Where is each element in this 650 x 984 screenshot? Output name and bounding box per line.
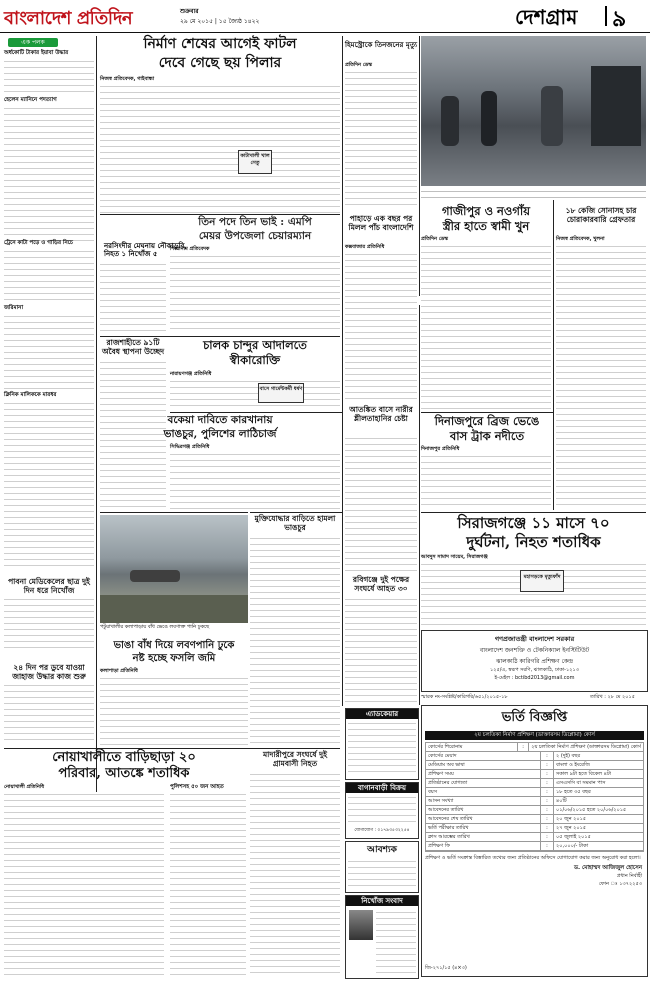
harass-headline: আতঙ্কিত বাসে নারীর শ্লীলতাহানির চেষ্টা bbox=[349, 405, 413, 423]
admission-row-colon: : bbox=[541, 761, 554, 769]
admission-row-colon: : bbox=[541, 824, 554, 832]
missing-ad-title: নিখোঁজ সংবাদ bbox=[346, 896, 418, 906]
noakhali-byline: নোয়াখালী প্রতিনিধি bbox=[4, 784, 45, 790]
admission-row-colon: : bbox=[541, 833, 554, 841]
dinajpur-headline-1: দিনাজপুরে ব্রিজ ভেঙে bbox=[434, 414, 540, 428]
street-photo-caption bbox=[421, 189, 646, 201]
briefs-tag-label: এক পলক bbox=[21, 39, 45, 46]
brief-headline: ২৪ দিন পর ডুবে যাওয়া জাহাজ উদ্ধার কাজ শুরু bbox=[12, 663, 86, 681]
madaripur-headline: মাদারীপুরে সংঘর্ষে দুই গ্রামবাসী নিহত bbox=[263, 750, 327, 768]
admission-row-value: ০৫ জুলাই ২০১৫ bbox=[556, 834, 591, 840]
driver-headline-2: স্বীকারোক্তি bbox=[229, 353, 281, 367]
admission-row-value: ২০,০০০/- টাকা bbox=[556, 843, 589, 849]
dinajpur-byline: দিনাজপুর প্রতিনিধি bbox=[421, 446, 460, 452]
lead-headline-2: দেবে গেছে ছয় পিলার bbox=[158, 55, 282, 71]
admission-subtitle: ২য় চলতিকা নির্মাণ প্রশিক্ষণ (ডাক্তারসম ডিপ্লোমা) কোর্স bbox=[425, 731, 644, 740]
admission-signer: ড. মোহাম্মদ আজিজুল হোসেন bbox=[574, 865, 642, 871]
flood-body bbox=[100, 676, 248, 746]
admission-footer: প্রশিক্ষণ ও ভর্তি সংক্রান্ত বিস্তারিত তথ্যের জন্য প্রতিষ্ঠানের অফিসে যোগাযোগ করার জন্য অনুরোধ করা হলো। bbox=[425, 855, 641, 861]
admission-row-label: মেডিয়াম অব ভাষা bbox=[426, 761, 541, 769]
admission-row-colon: : bbox=[541, 752, 554, 760]
garden-ad-contact: যোগাযোগ : ০১৭৯৩৫৩২২৫৪ bbox=[354, 828, 410, 833]
sirajganj-inset-box bbox=[520, 570, 564, 592]
admission-row-value: ৪০টি bbox=[556, 798, 567, 804]
brief-1 bbox=[4, 50, 94, 93]
page-divider bbox=[605, 6, 607, 26]
brief-body bbox=[4, 597, 94, 652]
admission-row-value: ২য় চলতিকা নির্মাণ প্রশিক্ষণ (ডাক্তারসম ডিপ্লোমা) কোর্স bbox=[531, 744, 641, 750]
gov-date: তারিখ : ২৮ মে ২০১৫ bbox=[590, 694, 635, 700]
admission-row-label: আবেদনের তারিখ bbox=[426, 806, 541, 814]
gov-line-2: বাংলাদেশ জনশক্তি ও টেকনিক্যাল ইনস্টিটিউট bbox=[479, 647, 590, 654]
flood-byline: কলাপাড়া প্রতিনিধি bbox=[100, 668, 138, 674]
admission-row-label: প্রশিক্ষণ ফি bbox=[426, 842, 541, 850]
brief-body bbox=[4, 59, 94, 93]
admission-row-label: প্রতিষ্ঠানের যোগ্যতা bbox=[426, 779, 541, 787]
gov-ad bbox=[421, 630, 648, 692]
madaripur-body bbox=[250, 772, 340, 977]
admission-row-value: ২০ জুন ২০১৫ bbox=[556, 816, 587, 822]
admission-row-label: বয়স bbox=[426, 788, 541, 796]
lead-body bbox=[100, 84, 340, 214]
gov-line-4: ১২৫/এ, স্বরূপ সরণি, ঝালকাঠি, ঢাকা-১২১৩ bbox=[490, 667, 579, 673]
brief-title: নরসিংদীর মেঘনায় নৌকাডুবি, নিহত ১ নিখোঁজ ৫ bbox=[104, 241, 187, 258]
brief-headline: পাবনা মেডিকেলের ছাত্র দুই দিন ধরে নিখোঁজ bbox=[8, 577, 90, 595]
brief-pabna bbox=[4, 577, 94, 652]
admission-row-value: সকাল ৯টা হতে বিকেল ৪টা bbox=[556, 771, 612, 777]
masthead-day: শুক্রবার bbox=[180, 8, 199, 15]
brief-7 bbox=[4, 305, 94, 389]
factory-headline-1: বকেয়া দাবিতে কারখানায় bbox=[167, 414, 273, 426]
admission-table-row bbox=[426, 815, 643, 824]
sirajganj-byline: আবদুস সামাদ সায়েম, সিরাজগঞ্জ bbox=[421, 554, 488, 560]
gov-line-1: গণপ্রজাতন্ত্রী বাংলাদেশ সরকার bbox=[494, 635, 575, 643]
admission-row-colon: : bbox=[541, 797, 554, 805]
noakhali-body-2 bbox=[170, 792, 246, 977]
admission-table-row bbox=[426, 788, 643, 797]
admission-row-value: ১৮ হতে ৩৫ বছর bbox=[556, 789, 591, 795]
gazipur-byline: প্রতিদিন ডেস্ক bbox=[421, 236, 449, 242]
gov-ref: স্মারক নং-সংশ্লিষ্ট/কারিগরি/৬৫১/২০১৫-১৮ bbox=[421, 694, 508, 700]
lead-byline: নিজস্ব প্রতিবেদক, গাইবান্ধা bbox=[100, 76, 155, 82]
admission-table-row bbox=[426, 833, 643, 842]
freedom-fighter-body bbox=[250, 536, 340, 746]
flood-photo bbox=[100, 515, 248, 623]
brief-title: ট্রেনে কাটা পড়ে ও গাড়ির নিচে bbox=[4, 240, 73, 246]
noakhali-headline-1: নোয়াখালীতে বাড়িছাড়া ২০ bbox=[52, 750, 196, 765]
driver-inset-box bbox=[258, 383, 304, 403]
brief-body bbox=[4, 249, 94, 304]
brief-6 bbox=[4, 240, 94, 304]
driver-inset-label: বাসে গার্মেন্টকর্মী ধর্ষণ bbox=[259, 386, 303, 392]
gazipur-body-2 bbox=[421, 304, 551, 409]
admission-signer-title: প্রধান নির্বাহী bbox=[616, 873, 642, 879]
brief-body bbox=[4, 683, 94, 743]
heat-headline: হিমস্ট্রোকে তিনজনের মৃত্যু bbox=[345, 40, 418, 49]
missing-person-photo bbox=[349, 910, 373, 940]
admission-table-row bbox=[426, 752, 643, 761]
driver-headline-1: চালক চান্দুর আদালতে bbox=[203, 338, 307, 352]
admission-table-row bbox=[426, 779, 643, 788]
section-title: দেশগ্রাম bbox=[515, 5, 578, 29]
admission-table-row bbox=[426, 842, 643, 851]
gold-body bbox=[556, 244, 646, 510]
admission-small-ad bbox=[345, 708, 419, 780]
admission-row-colon: : bbox=[541, 779, 554, 787]
noakhali-body bbox=[4, 792, 164, 977]
briefs-tag bbox=[8, 38, 58, 47]
garden-ad bbox=[345, 782, 419, 839]
admission-code: জি-২৭১/১৫ (৪×৩) bbox=[425, 965, 467, 971]
gazipur-headline-2: স্ত্রীর হাতে স্বামী খুন bbox=[442, 219, 530, 233]
brothers-headline-1: তিন পদে তিন ভাই : এমপি bbox=[198, 216, 312, 228]
sirajganj-headline-2: দুর্ঘটনা, নিহত শতাধিক bbox=[466, 533, 601, 551]
admission-row-label: আসন সংখ্যা bbox=[426, 797, 541, 805]
dinajpur-headline-2: বাস ট্রাক নদীতে bbox=[449, 429, 525, 443]
noakhali-subhead: পুলিশসহ ৫০ জন আহত bbox=[170, 784, 224, 790]
gazipur-body bbox=[421, 244, 551, 304]
harass-body bbox=[345, 436, 417, 571]
gazipur-headline-1: গাজীপুর ও নওগাঁয় bbox=[441, 204, 531, 218]
brief-body bbox=[4, 314, 94, 389]
hill-body bbox=[345, 252, 417, 402]
small-ad-title: এ্যাডকেয়ার bbox=[346, 709, 418, 719]
clash-headline: রবিগঞ্জে দুই পক্ষের সংঘর্ষে আহত ৩০ bbox=[352, 575, 410, 593]
admission-table-row bbox=[426, 824, 643, 833]
newspaper-logo: বাংলাদেশ প্রতিদিন bbox=[4, 8, 133, 29]
wanted-ad-title: আবশ্যক bbox=[367, 845, 397, 855]
admission-row-value: বাংলা ও ইংরেজি bbox=[556, 762, 590, 768]
brothers-headline-2: মেয়র উপজেলা চেয়ারম্যান bbox=[198, 230, 312, 242]
gov-line-3: ঝালকাঠি কারিগরি প্রশিক্ষণ কেন্দ্র bbox=[496, 658, 573, 665]
admission-table-row bbox=[426, 797, 643, 806]
freedom-fighter-headline: মুক্তিযোদ্ধার বাড়িতে হামলা ভাঙচুর bbox=[254, 514, 336, 532]
brief-title: হেলেন ম্যানিনে পদত্যাগ bbox=[4, 97, 57, 103]
driver-byline: নারায়ণগঞ্জ প্রতিনিধি bbox=[170, 371, 212, 377]
admission-row-label: প্রশিক্ষণ সময় bbox=[426, 770, 541, 778]
admission-row-value: ০১/০৬/২০১৫ হতে ২০/০৬/২০১৫ bbox=[556, 807, 627, 813]
brothers-body bbox=[170, 254, 340, 334]
clash-body bbox=[345, 597, 417, 707]
hill-headline: পাহাড়ে এক বছর পর মিলল পাঁচ বাংলাদেশি bbox=[348, 214, 414, 232]
admission-row-colon: : bbox=[541, 788, 554, 796]
admission-signer-phone: ফোন ঃ ১৩৭২২৫৩ bbox=[598, 881, 642, 887]
admission-row-value: এসএসসি বা সমমান পাস bbox=[556, 780, 606, 786]
admission-row-colon: : bbox=[541, 815, 554, 823]
factory-headline-2: ভাঙচুর, পুলিশের লাঠিচার্জ bbox=[163, 428, 277, 440]
heat-byline: প্রতিদিন ডেস্ক bbox=[345, 62, 373, 68]
narsingdi-body bbox=[100, 262, 166, 332]
admission-row-colon: : bbox=[541, 842, 554, 850]
admission-ad bbox=[421, 705, 648, 977]
admission-row-label: আবেদনের শেষ তারিখ bbox=[426, 815, 541, 823]
gold-byline: নিজস্ব প্রতিবেদক, খুলনা bbox=[556, 236, 605, 242]
brief-ship bbox=[4, 663, 94, 743]
brothers-byline: শিরোনাম প্রতিবেদক bbox=[170, 246, 210, 252]
brief-8 bbox=[4, 392, 94, 571]
admission-table bbox=[425, 742, 644, 852]
brief-title: জরিমানা bbox=[4, 305, 24, 311]
admission-table-row bbox=[426, 743, 643, 752]
brief-title: অর্ধকোটি টাকার ইয়াবা উদ্ধার bbox=[4, 50, 69, 56]
admission-row-label: কোর্সের শিরোনাম bbox=[426, 743, 518, 751]
lead-inset-box bbox=[238, 150, 272, 174]
street-photo bbox=[421, 36, 646, 186]
hill-byline: কক্সবাজার প্রতিনিধি bbox=[345, 244, 385, 250]
rajshahi-headline: রাজশাহীতে ৯১টি অবৈধ স্থাপনা উচ্ছেদ bbox=[101, 338, 165, 356]
admission-row-label: ভর্তি পরীক্ষার তারিখ bbox=[426, 824, 541, 832]
admission-row-label: ক্লাস আরম্ভের তারিখ bbox=[426, 833, 541, 841]
flood-photo-caption: পটুয়াখালীর কলাপাড়ায় বাঁধ ভেঙে লবণাক্ত পানি ঢুকছে bbox=[100, 624, 210, 630]
admission-table-row bbox=[426, 806, 643, 815]
admission-title: ভর্তি বিজ্ঞপ্তি bbox=[501, 710, 568, 725]
factory-byline: সিদ্ধিরগঞ্জ প্রতিনিধি bbox=[170, 444, 210, 450]
admission-table-row bbox=[426, 761, 643, 770]
flood-headline-2: নষ্ট হচ্ছে ফসলি জমি bbox=[132, 653, 216, 664]
flood-headline-1: ভাঙা বাঁধ দিয়ে লবণপানি ঢুকে bbox=[113, 640, 235, 651]
wanted-ad bbox=[345, 841, 419, 893]
admission-row-colon: : bbox=[541, 770, 554, 778]
brief-title: ক্লিনিক মালিককে মারধর bbox=[4, 392, 57, 398]
garden-ad-title: বাগানবাড়ী বিক্রয় bbox=[346, 783, 418, 793]
brief-2 bbox=[4, 97, 94, 246]
missing-ad bbox=[345, 895, 419, 979]
admission-table-row bbox=[426, 770, 643, 779]
gov-email: ই-মেইল : bctibd2013@gmail.com bbox=[494, 675, 575, 681]
masthead bbox=[0, 0, 650, 33]
admission-row-value: ২ (দুই) বছর bbox=[556, 753, 581, 759]
sirajganj-inset-label: মহাসড়কে মৃত্যুফাঁদ bbox=[523, 574, 561, 580]
admission-row-colon: : bbox=[518, 743, 529, 751]
heat-body bbox=[345, 70, 417, 210]
admission-row-value: ২৭ জুন ২০১৫ bbox=[556, 825, 587, 831]
driver-body bbox=[170, 379, 340, 409]
brief-body bbox=[4, 401, 94, 571]
masthead-date: ২৯ মে ২০১৫ | ১৫ জ্যৈষ্ঠ ১৪২২ bbox=[180, 18, 260, 25]
admission-row-colon: : bbox=[541, 806, 554, 814]
factory-body bbox=[170, 452, 340, 510]
dinajpur-body bbox=[421, 454, 551, 510]
gold-headline: ১৮ কেজি সোনাসহ চার চোরাকারবারি গ্রেফতার bbox=[565, 206, 637, 224]
page-number: ৯ bbox=[612, 6, 627, 32]
noakhali-headline-2: পরিবার, আতঙ্কে শতাধিক bbox=[58, 766, 190, 781]
admission-row-label: কোর্সের মেয়াদ bbox=[426, 752, 541, 760]
lead-headline-1: নির্মাণ শেষের আগেই ফাটল bbox=[143, 36, 297, 52]
lead-inset-label: কাটাখালী খাল সেতু bbox=[240, 153, 270, 166]
sirajganj-headline-1: সিরাজগঞ্জে ১১ মাসে ৭০ bbox=[457, 514, 610, 532]
brief-body bbox=[4, 106, 94, 246]
